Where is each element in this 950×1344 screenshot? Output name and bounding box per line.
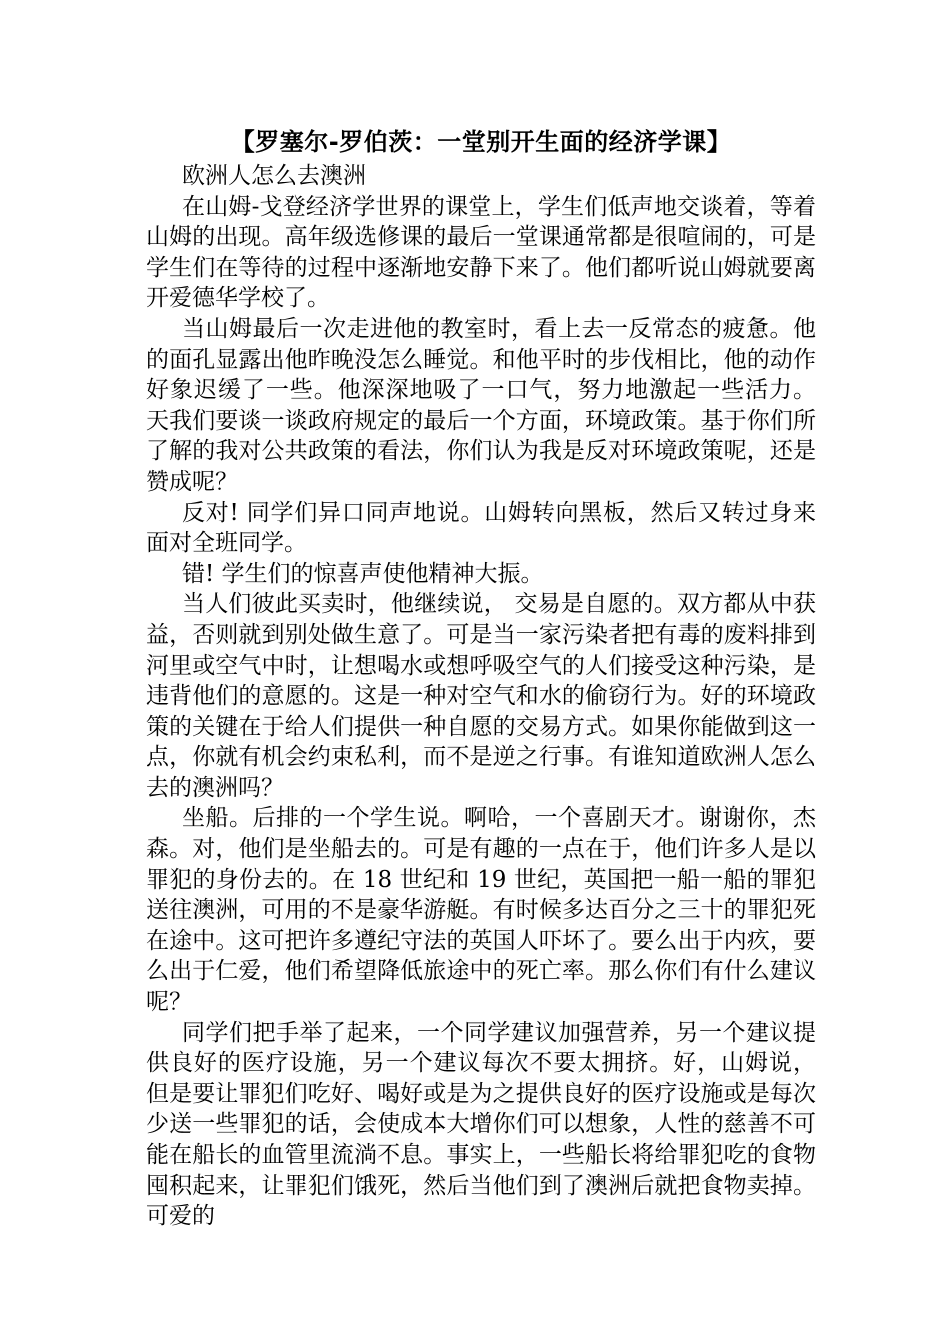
paragraph-7: 同学们把手举了起来，一个同学建议加强营养，另一个建议提供良好的医疗设施，另一个建议每次不要太拥挤。好，山姆说， 但是要让罪犯们吃好、喝好或是为之提供良好的医疗设施或是每次少送一些罪犯的话，会使成本大增你们可以想象，人性的慈善不可能在船长的血管里流淌不息。事实上，一些船长将给罪犯吃的食物囤积起来，让罪犯们饿死，然后当他们到了澳洲后就把食物卖掉。可爱的 [146, 1019, 816, 1230]
paragraph-6: 坐船。后排的一个学生说。啊哈，一个喜剧天才。谢谢你，杰森。对，他们是坐船去的。可是有趣的一点在于，他们许多人是以罪犯的身份去的。在 18 世纪和 19 世纪，英国把一船一船的罪犯送往澳洲，可用的不是豪华游艇。有时候多达百分之三十的罪犯死在途中。这可把许多遵纪守法的英国人吓坏了。要么出于内疚，要么出于仁爱，他们希望降低旅途中的死亡率。那么你们有什么建议呢？ [146, 805, 816, 1016]
section-subtitle: 欧洲人怎么去澳洲 [182, 163, 366, 189]
paragraph-5: 当人们彼此买卖时，他继续说， 交易是自愿的。双方都从中获益，否则就到别处做生意了。可是当一家污染者把有毒的废料排到河里或空气中时，让想喝水或想呼吸空气的人们接受这种污染，是违背他们的意愿的。这是一种对空气和水的偷窃行为。好的环境政策的关键在于给人们提供一种自愿的交易方式。如果你能做到这一点，你就有机会约束私利，而不是逆之行事。有谁知道欧洲人怎么去的澳洲吗？ [146, 591, 816, 801]
paragraph-1: 在山姆-戈登经济学世界的课堂上，学生们低声地交谈着，等着山姆的出现。高年级选修课的最后一堂课通常都是很喧闹的，可是学生们在等待的过程中逐渐地安静下来了。他们都听说山姆就要离开爱德华学校了。 [146, 193, 816, 312]
document-title: 【罗塞尔-罗伯茨：一堂别开生面的经济学课】 [230, 128, 732, 156]
paragraph-4: 错! 学生们的惊喜声使他精神大振。 [182, 560, 544, 587]
document-body [146, 125, 816, 1232]
paragraph-2: 当山姆最后一次走进他的教室时，看上去一反常态的疲惫。他的面孔显露出他昨晚没怎么睡觉。和他平时的步伐相比，他的动作好象迟缓了一些。他深深地吸了一口气，努力地激起一些活力。 天我们要谈一谈政府规定的最后一个方面，环境政策。基于你们所了解的我对公共政策的看法，你们认为我是反对环境政策呢，还是赞成呢？ [146, 315, 816, 495]
paragraph-3: 反对! 同学们异口同声地说。山姆转向黑板，然后又转过身来面对全班同学。 [146, 499, 816, 557]
